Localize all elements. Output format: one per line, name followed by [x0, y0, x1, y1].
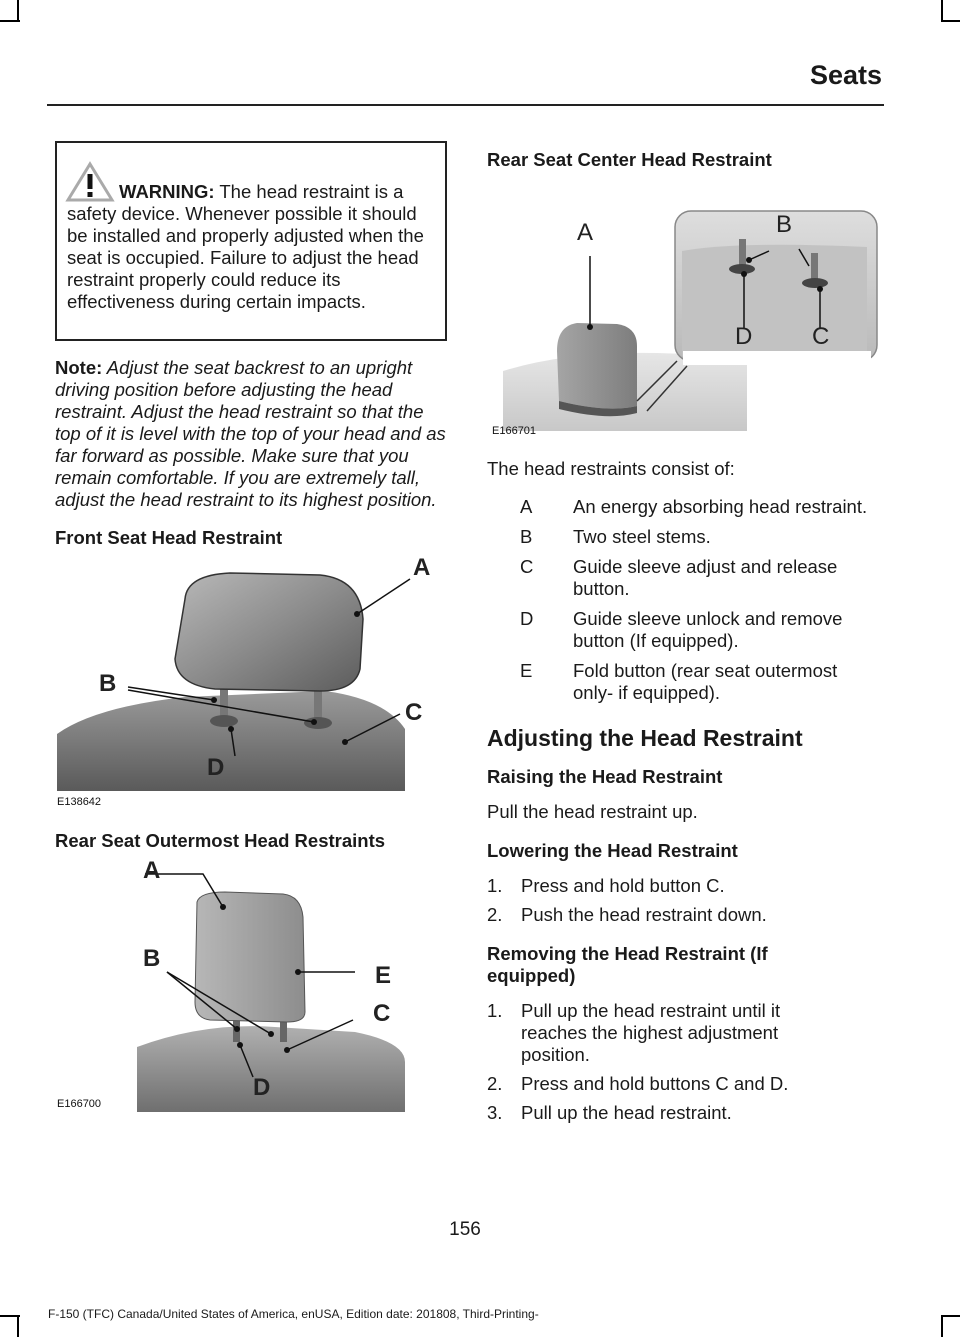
legend-intro: The head restraints consist of:	[487, 458, 735, 479]
callout-d: D	[735, 323, 753, 350]
step-text: Push the head restraint down.	[521, 904, 767, 925]
callout-d: D	[207, 754, 225, 781]
crop-mark	[0, 1315, 20, 1317]
legend-item	[487, 660, 879, 704]
callout-a: A	[143, 857, 161, 884]
step-number: 3.	[487, 1102, 503, 1123]
legend-letter: B	[520, 526, 533, 547]
warning-triangle-icon	[65, 161, 115, 203]
legend-letter: D	[520, 608, 534, 629]
rear-center-title: Rear Seat Center Head Restraint	[487, 149, 772, 170]
lowering-steps	[487, 875, 879, 926]
legend-list	[487, 496, 879, 704]
callout-b: B	[143, 945, 161, 972]
callout-e: E	[375, 962, 392, 989]
step-number: 1.	[487, 1000, 503, 1021]
front-seat-figure	[55, 554, 447, 814]
figure-code: E166700	[57, 1098, 102, 1110]
crop-mark	[17, 0, 19, 22]
note	[55, 357, 447, 511]
removing-steps	[487, 1000, 879, 1124]
raising-heading: Raising the Head Restraint	[487, 766, 723, 787]
step-text: Pull up the head restraint.	[521, 1102, 732, 1123]
legend-item	[487, 608, 879, 652]
callout-c: C	[812, 323, 830, 350]
warning-text	[67, 181, 433, 313]
step-text: Pull up the head restraint until it reaches the highest adjustment position.	[521, 1000, 781, 1065]
crop-mark	[941, 0, 943, 22]
callout-c: C	[405, 699, 423, 726]
crop-mark	[0, 20, 20, 22]
callout-c: C	[373, 1000, 391, 1027]
step-item	[487, 1102, 879, 1124]
warning-label: WARNING:	[119, 181, 215, 202]
note-label: Note:	[55, 357, 103, 378]
adjusting-heading: Adjusting the Head Restraint	[487, 725, 803, 751]
rear-outer-figure	[55, 857, 447, 1112]
callout-a: A	[577, 219, 594, 246]
step-number: 1.	[487, 875, 503, 896]
step-item	[487, 1073, 879, 1095]
header-rule	[47, 104, 884, 106]
callout-b: B	[99, 670, 117, 697]
legend-letter: A	[520, 496, 533, 517]
legend-item	[487, 526, 879, 548]
step-item	[487, 875, 879, 897]
warning-body: The head restraint is a safety device. Whenever possible it should be installed and properly adjusted when the seat is occupied. Failure to adjust the head restraint properly could reduce its effectiveness during certain impacts.	[67, 181, 424, 312]
legend-item	[487, 556, 879, 600]
rear-outer-title: Rear Seat Outermost Head Restraints	[55, 830, 386, 851]
left-column	[55, 141, 447, 1112]
legend-text: An energy absorbing head restraint.	[573, 496, 868, 517]
figure-code: E166701	[492, 425, 537, 437]
legend-letter: C	[520, 556, 534, 577]
crop-mark	[17, 1315, 19, 1337]
step-text: Press and hold button C.	[521, 875, 725, 896]
legend-letter: E	[520, 660, 533, 681]
step-item	[487, 1000, 879, 1066]
legend-text: Guide sleeve adjust and release button.	[573, 556, 838, 599]
removing-heading: Removing the Head Restraint (If equipped)	[487, 943, 768, 986]
lowering-heading: Lowering the Head Restraint	[487, 840, 738, 861]
step-number: 2.	[487, 904, 503, 925]
callout-b: B	[776, 211, 793, 238]
legend-text: Fold button (rear seat outermost only- if equipped).	[573, 660, 838, 703]
legend-item	[487, 496, 879, 518]
crop-mark	[941, 20, 960, 22]
crop-mark	[941, 1315, 943, 1337]
front-seat-title: Front Seat Head Restraint	[55, 527, 283, 548]
note-text: Adjust the seat backrest to an upright driving position before adjusting the head restraint. Adjust the head restraint so that the top of it is level with the top of your head and as far forward as possible. Make sure that you remain comfortable. If you are extremely tall, adjust the head restraint to its highest position.	[55, 357, 446, 510]
legend-text: Two steel stems.	[573, 526, 711, 547]
figure-code: E138642	[57, 796, 102, 808]
step-text: Press and hold buttons C and D.	[521, 1073, 789, 1094]
warning-box	[55, 141, 447, 341]
footer-edition: F-150 (TFC) Canada/United States of America, enUSA, Edition date: 201808, Third-Printing-	[48, 1307, 539, 1321]
crop-mark	[941, 1315, 960, 1317]
section-title: Seats	[809, 60, 882, 90]
callout-d: D	[253, 1074, 271, 1101]
step-item	[487, 904, 879, 926]
legend-text: Guide sleeve unlock and remove button (If equipped).	[573, 608, 843, 651]
right-column	[487, 141, 879, 1124]
rear-center-illustration	[487, 181, 879, 441]
callout-a: A	[413, 554, 431, 581]
rear-center-figure	[487, 181, 879, 441]
page-number: 156	[449, 1219, 481, 1240]
step-number: 2.	[487, 1073, 503, 1094]
raising-text: Pull the head restraint up.	[487, 801, 698, 822]
